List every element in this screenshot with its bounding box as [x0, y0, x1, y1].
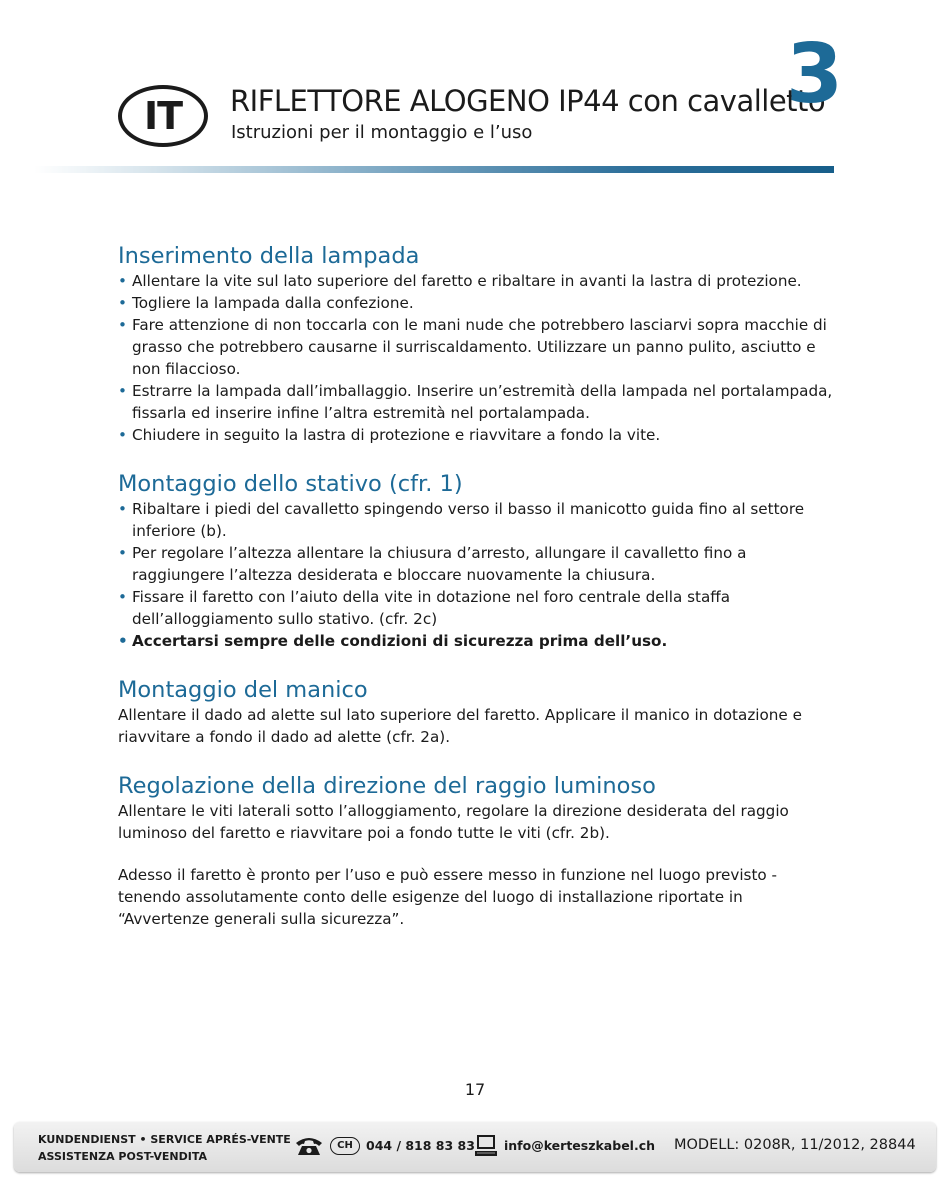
list-item [118, 270, 838, 292]
list-item [118, 292, 838, 314]
list-item-text: Estrarre la lampada dall’imballaggio. Inserire un’estremità della lampada nel portalampada, fissarla ed inserire infine l’altra estremità nel portalampada. [132, 382, 833, 422]
service-line: ASSISTENZA POST-VENDITA [38, 1150, 208, 1163]
section-lamp-insertion [118, 242, 838, 446]
section-text: Allentare le viti laterali sotto l’alloggiamento, regolare la direzione desiderata del raggio luminoso del faretto e riavvitare poi a fondo tutte le viti (cfr. 2b). [118, 802, 789, 842]
header-divider [34, 166, 834, 173]
list-item [118, 586, 838, 630]
document-body [118, 242, 838, 954]
telephone-icon [294, 1135, 324, 1161]
list-item-text: Per regolare l’altezza allentare la chiusura d’arresto, allungare il cavalletto fino a raggiungere l’altezza desiderata e bloccare nuovamente la chiusura. [132, 544, 747, 584]
customer-service-label [38, 1131, 291, 1165]
footer-bar [14, 1122, 936, 1172]
bullet-icon: • [118, 272, 127, 290]
section-number: 3 [786, 27, 844, 122]
bullet-icon: • [118, 500, 127, 518]
instruction-list [118, 498, 838, 652]
document-subtitle: Istruzioni per il montaggio e l’uso [231, 122, 533, 143]
list-item [118, 542, 838, 586]
section-heading: Montaggio dello stativo (cfr. 1) [118, 471, 463, 497]
bullet-icon: • [118, 426, 127, 444]
list-item-text: Chiudere in seguito la lastra di protezione e riavvitare a fondo la vite. [132, 426, 661, 444]
list-item-text: Allentare la vite sul lato superiore del faretto e ribaltare in avanti la lastra di protezione. [132, 272, 802, 290]
bullet-icon: • [118, 382, 127, 400]
closing-note: Adesso il faretto è pronto per l’uso e può essere messo in funzione nel luogo previsto - tenendo assolutamente conto delle esigenze del luogo di installazione riportate in “Avvertenze generali sulla sicurezza”. [118, 866, 778, 928]
list-item [118, 424, 838, 446]
list-item [118, 314, 838, 380]
computer-icon [474, 1134, 498, 1162]
section-heading: Montaggio del manico [118, 677, 368, 703]
list-item-text: Fare attenzione di non toccarla con le mani nude che potrebbero lasciarvi sopra macchie di grasso che potrebbero causarne il surriscaldamento. Utilizzare un panno pulito, asciutto e non filaccioso. [132, 316, 827, 378]
section-handle-assembly [118, 676, 838, 748]
safety-warning-item [118, 630, 838, 652]
page-number: 17 [464, 1080, 486, 1099]
phone-number: 044 / 818 83 83 [366, 1138, 475, 1153]
section-heading: Inserimento della lampada [118, 243, 420, 269]
list-item [118, 380, 838, 424]
section-heading: Regolazione della direzione del raggio luminoso [118, 773, 656, 799]
language-badge [118, 85, 208, 147]
list-item-text: Ribaltare i piedi del cavalletto spingendo verso il basso il manicotto guida fino al settore inferiore (b). [132, 500, 805, 540]
bullet-icon: • [118, 316, 127, 334]
list-item-text: Accertarsi sempre delle condizioni di sicurezza prima dell’uso. [132, 632, 668, 650]
country-badge: CH [330, 1137, 360, 1155]
document-title: RIFLETTORE ALOGENO IP44 con cavalletto [230, 84, 826, 118]
language-code: IT [143, 94, 183, 138]
email-link[interactable]: info@kerteszkabel.ch [504, 1138, 656, 1153]
section-beam-direction [118, 772, 838, 930]
list-item-text: Fissare il faretto con l’aiuto della vite in dotazione nel foro centrale della staffa dell’alloggiamento sullo stativo. (cfr. 2c) [132, 588, 731, 628]
instruction-list [118, 270, 838, 446]
bullet-icon: • [118, 294, 127, 312]
list-item [118, 498, 838, 542]
bullet-icon: • [118, 588, 127, 606]
section-stand-assembly [118, 470, 838, 652]
model-info: MODELL: 0208R, 11/2012, 28844 [674, 1137, 916, 1153]
section-text: Allentare il dado ad alette sul lato superiore del faretto. Applicare il manico in dotazione e riavvitare a fondo il dado ad alette (cfr. 2a). [118, 706, 802, 746]
list-item-text: Togliere la lampada dalla confezione. [132, 294, 414, 312]
service-line: KUNDENDIENST • SERVICE APRÉS-VENTE [38, 1133, 291, 1146]
bullet-icon: • [118, 544, 127, 562]
bullet-icon: • [118, 632, 128, 650]
